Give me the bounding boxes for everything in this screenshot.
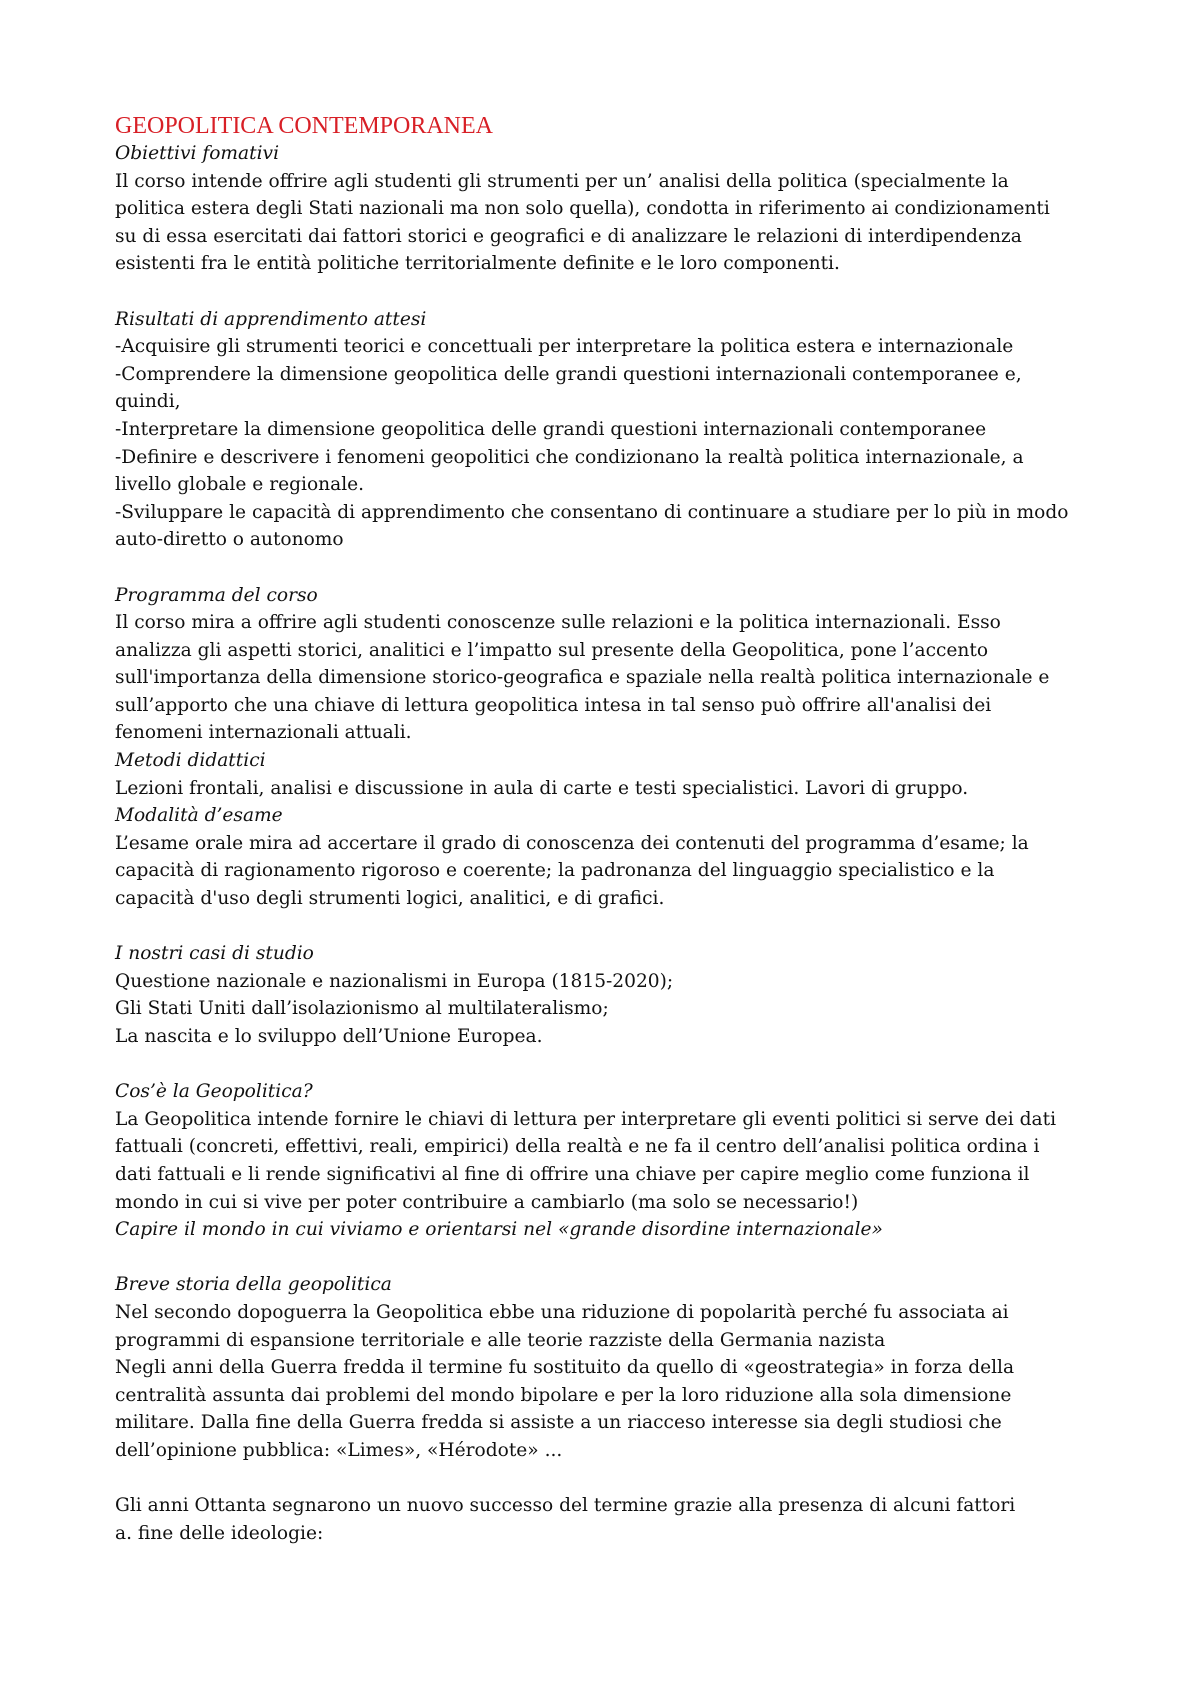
list-item: Gli Stati Uniti dall’isolazionismo al multilateralismo;	[115, 998, 609, 1020]
section-cos-e-geopolitica	[115, 1078, 1095, 1244]
paragraph-line: L’esame orale mira ad accertare il grado di conoscenza dei contenuti del programma d’esame; la	[115, 832, 1029, 854]
paragraph-line: Negli anni della Guerra fredda il termine fu sostituito da quello di «geostrategia» in forza della	[115, 1357, 1015, 1379]
section-paragraph	[115, 1299, 1095, 1465]
section-heading: Risultati di apprendimento attesi	[115, 308, 427, 330]
paragraph-line: centralità assunta dai problemi del mondo bipolare e per la loro riduzione alla sola dimensione	[115, 1384, 1012, 1406]
list-item: a. fine delle ideologie:	[115, 1522, 324, 1544]
paragraph-line: Il corso intende offrire agli studenti gli strumenti per un’ analisi della politica (specialmente la	[115, 170, 1009, 192]
section-paragraph	[115, 1106, 1095, 1244]
paragraph-line: su di essa esercitati dai fattori storici e geografici e di analizzare le relazioni di interdipendenza	[115, 225, 1022, 247]
section-paragraph	[115, 830, 1095, 913]
blank-line	[115, 913, 1095, 941]
list-item: auto-diretto o autonomo	[115, 529, 344, 551]
blank-line	[115, 278, 1095, 306]
paragraph-line: politica estera degli Stati nazionali ma non solo quella), condotta in riferimento ai condizionamenti	[115, 198, 1050, 220]
section-heading: Cos’è la Geopolitica?	[115, 1081, 313, 1103]
blank-line	[115, 1051, 1095, 1079]
section-heading: I nostri casi di studio	[115, 943, 314, 965]
paragraph-line: fattuali (concreti, effettivi, reali, empirici) della realtà e ne fa il centro dell’analisi politica ordina i	[115, 1136, 1040, 1158]
paragraph-line: fenomeni internazionali attuali.	[115, 722, 412, 744]
section-modalita	[115, 802, 1095, 912]
list-item: -Sviluppare le capacità di apprendimento che consentano di continuare a studiare per lo più in modo	[115, 501, 1069, 523]
paragraph-line: Il corso mira a offrire agli studenti conoscenze sulle relazioni e la politica internazionali. Esso	[115, 612, 1001, 634]
section-paragraph	[115, 1492, 1095, 1547]
paragraph-line: sull'importanza della dimensione storico-geografica e spaziale nella realtà politica internazionale e	[115, 667, 1050, 689]
list-item: quindi,	[115, 391, 181, 413]
italic-quote-line: Capire il mondo in cui viviamo e orientarsi nel «grande disordine internazionale»	[115, 1219, 883, 1241]
paragraph-line: capacità di ragionamento rigoroso e coerente; la padronanza del linguaggio specialistico e la	[115, 860, 995, 882]
list-item: Questione nazionale e nazionalismi in Europa (1815-2020);	[115, 970, 674, 992]
document-title: GEOPOLITICA CONTEMPORANEA	[115, 113, 493, 139]
section-paragraph	[115, 168, 1095, 278]
section-heading: Obiettivi fomativi	[115, 143, 280, 164]
list-item: -Interpretare la dimensione geopolitica delle grandi questioni internazionali contemporanee	[115, 418, 987, 440]
document-body	[115, 112, 1095, 1547]
section-paragraph	[115, 775, 1095, 803]
list-item: La nascita e lo sviluppo dell’Unione Europea.	[115, 1026, 543, 1047]
list-item: -Acquisire gli strumenti teorici e concettuali per interpretare la politica estera e internazionale	[115, 336, 1014, 358]
list-item: -Comprendere la dimensione geopolitica delle grandi questioni internazionali contemporanee e,	[115, 363, 1022, 385]
paragraph-line: dell’opinione pubblica: «Limes», «Hérodote» ...	[115, 1439, 563, 1461]
section-paragraph	[115, 968, 1095, 1051]
paragraph-line: Lezioni frontali, analisi e discussione in aula di carte e testi specialistici. Lavori di gruppo.	[115, 777, 969, 799]
list-item: livello globale e regionale.	[115, 474, 365, 496]
paragraph-line: Gli anni Ottanta segnarono un nuovo successo del termine grazie alla presenza di alcuni fattori	[115, 1495, 1016, 1517]
section-programma	[115, 582, 1095, 748]
paragraph-line: capacità d'uso degli strumenti logici, analitici, e di grafici.	[115, 888, 665, 910]
paragraph-line: programmi di espansione territoriale e alle teorie razziste della Germania nazista	[115, 1329, 886, 1351]
paragraph-line: militare. Dalla fine della Guerra fredda si assiste a un riacceso interesse sia degli studiosi che	[115, 1412, 1002, 1434]
section-heading: Programma del corso	[115, 584, 318, 606]
paragraph-line: analizza gli aspetti storici, analitici e l’impatto sul presente della Geopolitica, pone l’accento	[115, 639, 989, 661]
section-heading: Modalità d’esame	[115, 805, 283, 827]
section-casi-di-studio	[115, 940, 1095, 1050]
paragraph-line: dati fattuali e li rende significativi al fine di offrire una chiave per capire meglio come funziona il	[115, 1163, 1030, 1185]
blank-line	[115, 1244, 1095, 1272]
paragraph-line: sull’apporto che una chiave di lettura geopolitica intesa in tal senso può offrire all'analisi dei	[115, 694, 992, 716]
section-paragraph	[115, 333, 1095, 554]
list-item: -Definire e descrivere i fenomeni geopolitici che condizionano la realtà politica internazionale, a	[115, 446, 1024, 468]
paragraph-line: Nel secondo dopoguerra la Geopolitica ebbe una riduzione di popolarità perché fu associata ai	[115, 1301, 1009, 1323]
section-obiettivi	[115, 140, 1095, 278]
section-risultati	[115, 306, 1095, 554]
paragraph-line: mondo in cui si vive per poter contribuire a cambiarlo (ma solo se necessario!)	[115, 1191, 859, 1213]
blank-line	[115, 1465, 1095, 1493]
section-heading: Metodi didattici	[115, 750, 266, 772]
section-anni-ottanta	[115, 1492, 1095, 1547]
paragraph-line: esistenti fra le entità politiche territorialmente definite e le loro componenti.	[115, 253, 840, 275]
section-metodi	[115, 747, 1095, 802]
section-breve-storia	[115, 1271, 1095, 1464]
section-heading: Breve storia della geopolitica	[115, 1274, 392, 1296]
blank-line	[115, 554, 1095, 582]
section-paragraph	[115, 609, 1095, 747]
paragraph-line: La Geopolitica intende fornire le chiavi di lettura per interpretare gli eventi politici si serve dei dati	[115, 1108, 1057, 1130]
